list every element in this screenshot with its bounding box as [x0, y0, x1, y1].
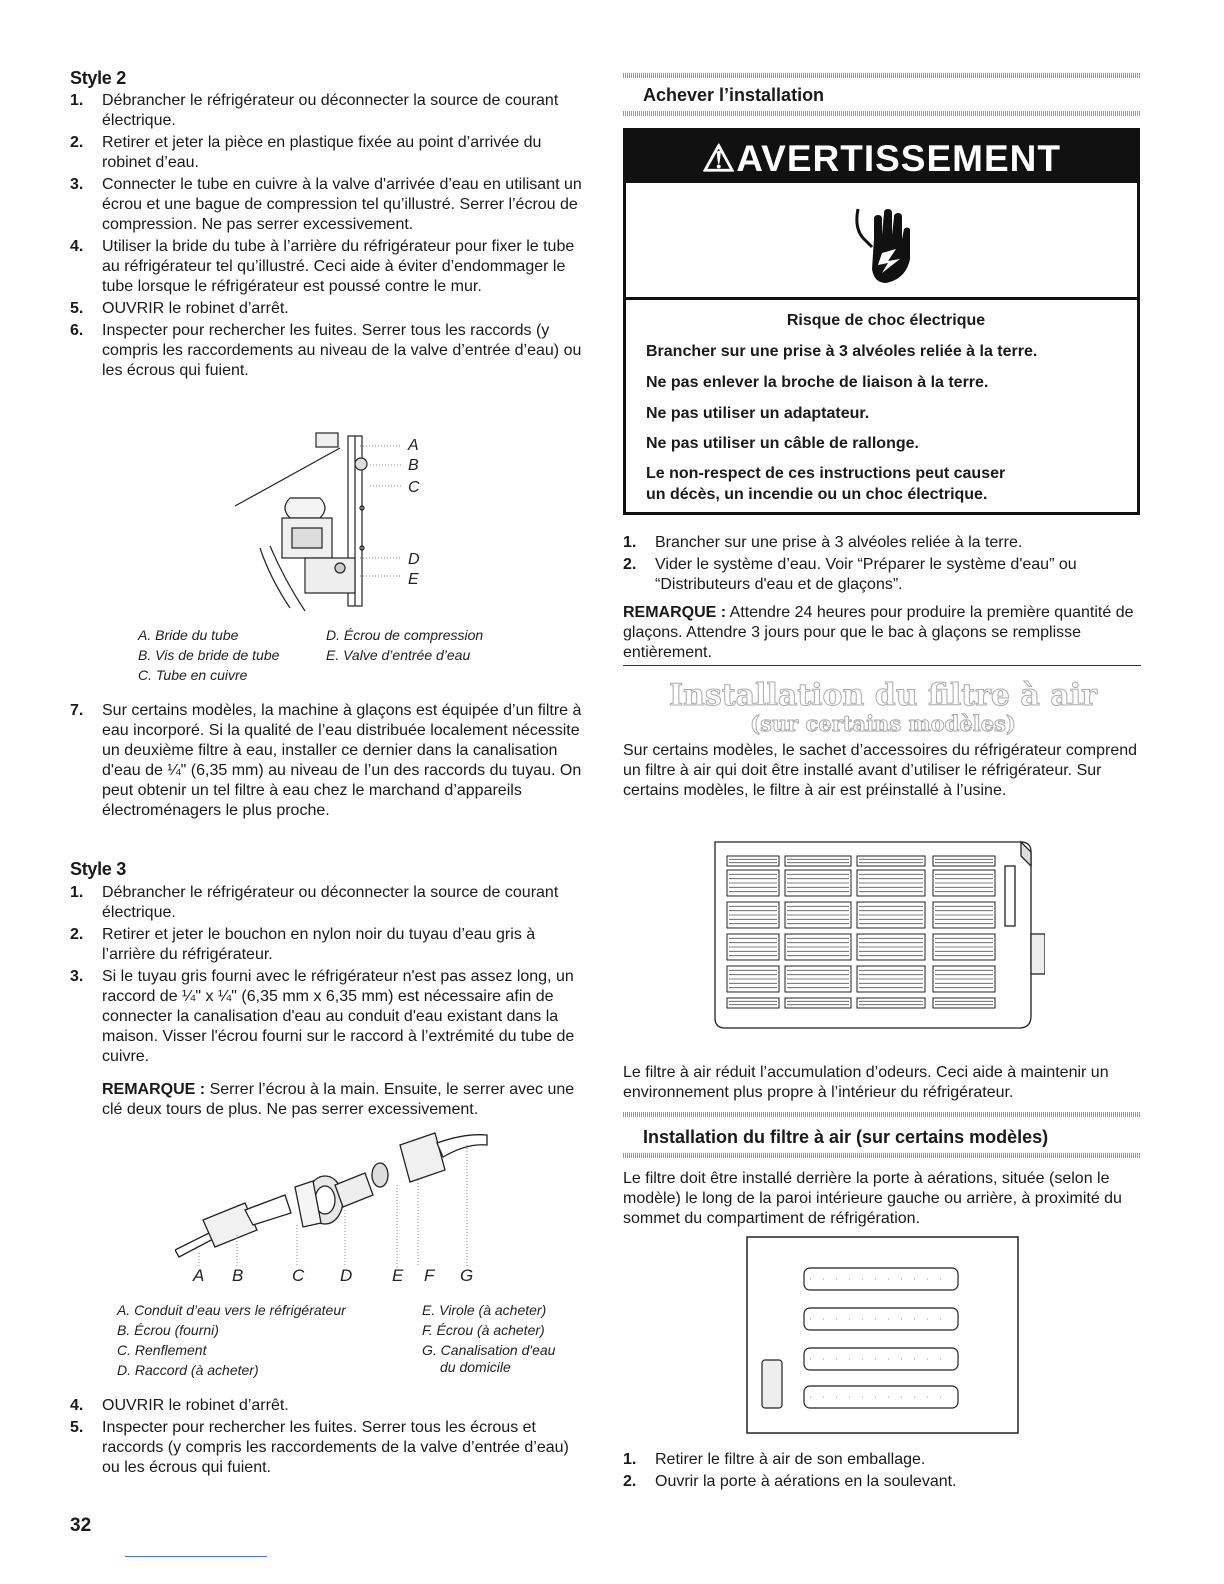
- fig-label-e: E: [408, 571, 419, 588]
- warning-line-6: Le non-respect de ces instructions peut causer: [646, 465, 1006, 482]
- hatch-rule: [623, 1112, 1141, 1117]
- footer-rule: [125, 1556, 267, 1557]
- warning-title: AVERTISSEMENT: [736, 138, 1061, 179]
- list-item: 1. Débrancher le réfrigérateur ou déconnecter la source de courant électrique.: [70, 884, 559, 921]
- fig3-label-e: E: [392, 1266, 404, 1285]
- list-item: 4. OUVRIR le robinet d’arrêt.: [70, 1397, 289, 1414]
- finish-steps: [623, 533, 1143, 597]
- warning-box: [623, 128, 1140, 515]
- style2-steps: [70, 91, 590, 383]
- warning-line-1: Risque de choc électrique: [786, 312, 986, 329]
- air-filter-steps: [623, 1450, 1143, 1494]
- caption3-left-4: D. Raccord (à acheter): [117, 1362, 259, 1378]
- fig3-label-f: F: [424, 1266, 435, 1285]
- hatch-rule: [623, 1153, 1141, 1158]
- style3-remark: REMARQUE : Serrer l’écrou à la main. Ensuite, le serrer avec une clé deux tours de plus. Ne pas serrer excessivement.: [102, 1081, 575, 1118]
- list-item: 2. Retirer et jeter la pièce en plastique fixée au point d’arrivée du robinet d’eau.: [70, 134, 542, 171]
- finish-heading: Achever l’installation: [643, 85, 825, 105]
- air-filter-section-heading: Installation du filtre à air (sur certains modèles): [643, 1127, 1049, 1147]
- filter-cell: [727, 998, 779, 1008]
- fig3-label-c: C: [292, 1266, 305, 1285]
- filter-cell: [857, 856, 925, 866]
- list-item: 7. Sur certains modèles, la machine à glaçons est équipée d’un filtre à eau incorporé. Si la qualité de l’eau distribuée localement nécessite un deuxième filtre à eau, installer ce dernier dans la canalisation d'eau de ¼" (6,35 mm) au niveau de l’un des raccords du tuyau. On peut obtenir un tel filtre à eau chez le marchand d’appareils électroménagers le plus proche.: [70, 702, 582, 819]
- filter-cell: [727, 856, 779, 866]
- list-item: 1. Retirer le filtre à air de son emballage.: [623, 1451, 926, 1468]
- filter-cell: [785, 856, 851, 866]
- hatch-rule: [623, 73, 1141, 78]
- fig3-label-g: G: [460, 1266, 474, 1285]
- caption3-left-3: C. Renflement: [117, 1342, 207, 1358]
- caption3-right-1: E. Virole (à acheter): [422, 1302, 547, 1318]
- fig-label-d: D: [408, 551, 420, 568]
- air-filter-title: Installation du filtre à air: [669, 678, 1097, 713]
- filter-cell: [933, 998, 995, 1008]
- style2-title: Style 2: [70, 68, 126, 88]
- hatch-rule: [623, 111, 1141, 116]
- style3-steps: [70, 883, 590, 1069]
- list-item: 5. OUVRIR le robinet d’arrêt.: [70, 300, 289, 317]
- caption-left-2: B. Vis de bride de tube: [138, 647, 280, 663]
- caption3-right-3: G. Canalisation d'eau: [422, 1342, 556, 1358]
- page-number: 32: [70, 1515, 92, 1536]
- caption-right-1: D. Écrou de compression: [326, 627, 484, 643]
- list-item: 4. Utiliser la bride du tube à l’arrière du réfrigérateur pour fixer le tube au réfrigérateur tel qu’illustré. Ceci aide à éviter d’endommager le tube lorsque le réfrigérateur est poussé contre le mur.: [70, 238, 575, 295]
- list-item: 1. Débrancher le réfrigérateur ou déconnecter la source de courant électrique.: [70, 92, 559, 129]
- warning-line-2: Brancher sur une prise à 3 alvéoles reliée à la terre.: [646, 343, 1038, 360]
- air-filter-illustration: [705, 836, 1045, 1036]
- air-filter-after-text: Le filtre à air réduit l’accumulation d’odeurs. Ceci aide à maintenir un environnement plus propre à l’intérieur du réfrigérateur.: [623, 1064, 1109, 1101]
- list-item: 6. Inspecter pour rechercher les fuites. Serrer tous les raccords (y compris les raccordements au niveau de la valve d’entrée d’eau) ou les écrous qui fuient.: [70, 322, 582, 379]
- list-item: 5. Inspecter pour rechercher les fuites. Serrer tous les écrous et raccords (y compris les raccordements de la valve d’entrée d’eau) ou les écrous qui fuient.: [70, 1419, 569, 1476]
- air-filter-subtitle: (sur certains modèles): [750, 711, 1016, 736]
- warning-line-4: Ne pas utiliser un adaptateur.: [646, 405, 870, 422]
- warning-divider: [626, 297, 1137, 300]
- style3-steps-after: [70, 1396, 590, 1480]
- fig-label-b: B: [408, 457, 419, 474]
- caption3-right-2: F. Écrou (à acheter): [422, 1322, 545, 1338]
- fitting-illustration: [175, 1125, 495, 1270]
- fig3-label-b: B: [232, 1266, 244, 1285]
- fig3-label-d: D: [340, 1266, 353, 1285]
- air-filter-section-text: Le filtre doit être installé derrière la porte à aérations, située (selon le modèle) le long de la paroi intérieure gauche ou arrière, à proximité du sommet du compartiment de réfrigération.: [623, 1170, 1122, 1227]
- list-item: 2. Ouvrir la porte à aérations en la soulevant.: [623, 1473, 957, 1490]
- caption3-right-4: du domicile: [440, 1359, 511, 1375]
- section-divider: [623, 665, 1141, 666]
- warning-header: [626, 131, 1137, 183]
- warning-triangle-icon: ⚠: [702, 138, 737, 179]
- air-filter-intro: Sur certains modèles, le sachet d’accessoires du réfrigérateur comprend un filtre à air qui doit être installé avant d’utiliser le réfrigérateur. Sur certains modèles, le filtre à air est préinstallé à l’usine.: [623, 742, 1138, 799]
- filter-cell: [785, 998, 851, 1008]
- caption-right-2: E. Valve d’entrée d’eau: [326, 647, 471, 663]
- filter-cell: [857, 998, 925, 1008]
- filter-cell: [933, 856, 995, 866]
- caption3-left-2: B. Écrou (fourni): [117, 1322, 219, 1338]
- list-item: 2. Retirer et jeter le bouchon en nylon noir du tuyau d’eau gris à l’arrière du réfrigérateur.: [70, 926, 536, 963]
- warning-line-7: un décès, un incendie ou un choc électrique.: [646, 486, 988, 503]
- finish-remark: REMARQUE : Attendre 24 heures pour produire la première quantité de glaçons. Attendre 3 jours pour que le bac à glaçons se remplisse entièrement.: [623, 604, 1134, 661]
- vent-door-illustration: [746, 1236, 1022, 1436]
- list-item: 2. Vider le système d’eau. Voir “Préparer le système d'eau” ou “Distributeurs d'eau et de glaçons”.: [623, 556, 1077, 593]
- fig-label-c: C: [408, 479, 420, 496]
- style2-step7: [70, 701, 590, 823]
- list-item: 1. Brancher sur une prise à 3 alvéoles reliée à la terre.: [623, 534, 1023, 551]
- fig3-label-a: A: [193, 1266, 205, 1285]
- caption-left-3: C. Tube en cuivre: [138, 667, 248, 683]
- list-item: 3. Si le tuyau gris fourni avec le réfrigérateur n'est pas assez long, un raccord de ¼" x ¼" (6,35 mm x 6,35 mm) est nécessaire afin de connecter la canalisation d'eau au conduit d'eau existant dans la maison. Visser l'écrou fourni sur le raccord à l’extrémité du tube de cuivre.: [70, 968, 575, 1065]
- caption3-left-1: A. Conduit d’eau vers le réfrigérateur: [117, 1302, 346, 1318]
- caption-left-1: A. Bride du tube: [138, 627, 239, 643]
- style3-title: Style 3: [70, 859, 126, 879]
- fig-label-a: A: [408, 437, 419, 454]
- warning-line-3: Ne pas enlever la broche de liaison à la terre.: [646, 374, 989, 391]
- list-item: 3. Connecter le tube en cuivre à la valve d'arrivée d’eau en utilisant un écrou et une bague de compression tel qu’illustré. Serrer l’écrou de compression. Ne pas serrer excessivement.: [70, 176, 582, 233]
- electric-shock-icon: [852, 199, 916, 289]
- warning-line-5: Ne pas utiliser un câble de rallonge.: [646, 435, 919, 452]
